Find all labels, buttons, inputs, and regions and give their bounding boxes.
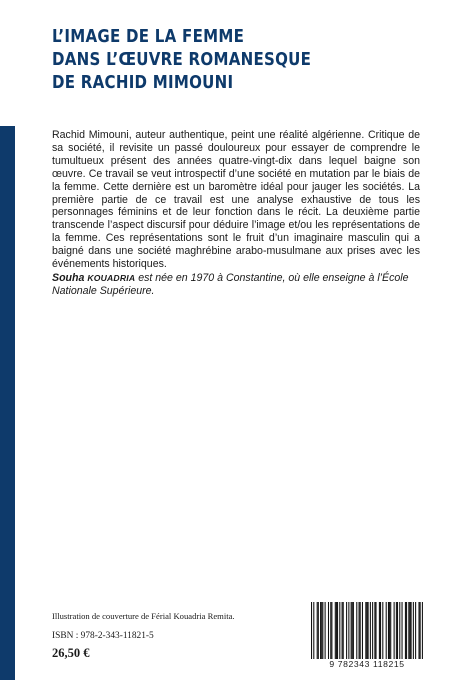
author-first-name: Souha	[52, 272, 88, 284]
barcode-bar	[390, 602, 391, 660]
barcode-bar	[394, 602, 395, 660]
barcode-bar	[399, 602, 400, 660]
barcode	[311, 602, 423, 672]
barcode-bar	[317, 602, 318, 660]
barcode-bar	[405, 602, 406, 660]
barcode-bar	[353, 602, 354, 660]
barcode-bar	[337, 602, 338, 660]
barcode-bar	[380, 602, 381, 660]
barcode-bar	[408, 602, 409, 660]
illustration-credit: Illustration de couverture de Férial Kouadria Remita.	[52, 611, 235, 621]
barcode-bar	[406, 602, 407, 660]
barcode-bar	[348, 602, 349, 660]
barcode-bar	[411, 602, 412, 660]
barcode-bar	[325, 602, 326, 660]
barcode-bar	[375, 602, 376, 660]
barcode-bar	[359, 602, 360, 660]
barcode-bar	[352, 602, 353, 660]
barcode-bar	[409, 602, 410, 660]
barcode-bar	[386, 602, 387, 660]
title-line-1: L’IMAGE DE LA FEMME	[52, 27, 245, 47]
isbn: ISBN : 978-2-343-11821-5	[52, 631, 154, 641]
book-summary: Rachid Mimouni, auteur authentique, peint une réalité algérienne. Critique de sa société, il revisite un passé douloureux pour essayer de comprendre le tumultueux présent des années quatre-vingt-dix dans lequel baigne son œuvre. Ce travail se veut introspectif d’une société en mutation par le biais de la femme. Cette dernière est un baromètre idéal pour jauger les sociétés. La première partie de ce travail est une analyse exhaustive de tous les personnages féminins et de leur fonction dans le récit. La deuxième partie transcende l’aspect discursif pour déduire l’image et/ou les représentations de la femme. Ces représentations sont le fruit d’un imaginaire masculin qui a baigné dans une société maghrébine arabo-musulmane aux prises avec les événements historiques.	[52, 129, 420, 271]
barcode-bar	[346, 602, 347, 660]
title-line-2: DANS L’ŒUVRE ROMANESQUE	[52, 50, 312, 70]
title-line-3: DE RACHID MIMOUNI	[52, 73, 234, 93]
author-bio	[52, 272, 420, 298]
barcode-bar	[321, 602, 322, 660]
barcode-bar	[389, 602, 390, 660]
barcode-bar	[351, 602, 352, 660]
barcode-bar	[388, 602, 389, 660]
barcode-bar	[318, 602, 319, 660]
price: 26,50 €	[52, 646, 90, 660]
author-bio-text: est née en 1970 à Constantine, où elle enseigne à l’École Nationale Supérieure.	[52, 272, 409, 297]
barcode-bar	[402, 602, 403, 660]
barcode-bar	[328, 602, 329, 660]
barcode-bar	[418, 602, 419, 660]
barcode-bar	[339, 602, 340, 660]
barcode-bar	[356, 602, 357, 660]
barcode-bar	[382, 602, 383, 660]
barcode-bar	[379, 602, 380, 660]
barcode-bar	[336, 602, 337, 660]
barcode-bar	[322, 602, 323, 660]
barcode-bar	[413, 602, 414, 660]
barcode-bar	[330, 602, 331, 660]
barcode-bar	[342, 602, 343, 660]
author-last-name: KOUADRIA	[87, 273, 136, 283]
barcode-bar	[370, 602, 371, 660]
barcode-digits: 9 782343 118215	[311, 659, 423, 669]
barcode-bar	[362, 602, 363, 660]
barcode-bar	[415, 602, 416, 660]
spine-color-bar	[0, 126, 15, 680]
barcode-bar	[343, 602, 344, 660]
barcode-bar	[331, 602, 332, 660]
book-title	[52, 26, 370, 95]
barcode-bar	[360, 602, 361, 660]
barcode-bar	[372, 602, 373, 660]
barcode-bar	[335, 602, 336, 660]
barcode-bar	[374, 602, 375, 660]
author-name	[52, 272, 135, 284]
barcode-bar	[396, 602, 397, 660]
barcode-bar	[397, 602, 398, 660]
barcode-bar	[320, 602, 321, 660]
